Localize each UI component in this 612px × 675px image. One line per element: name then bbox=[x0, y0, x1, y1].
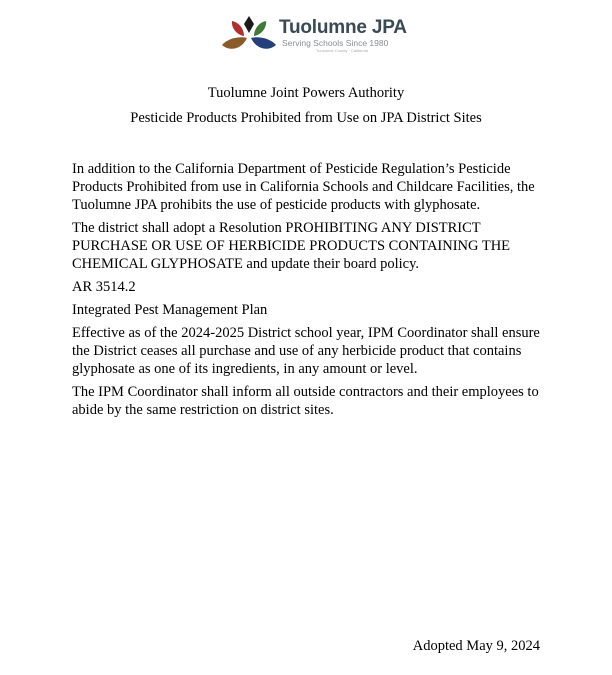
logo-subtagline: Tuolumne County · California bbox=[316, 48, 368, 53]
logo-name: Tuolumne JPA bbox=[279, 17, 407, 38]
logo-petal-red bbox=[232, 21, 244, 36]
document-title: Pesticide Products Prohibited from Use on JPA District Sites bbox=[130, 110, 482, 126]
logo-petal-blue bbox=[251, 37, 276, 49]
lotus-logo-icon bbox=[220, 14, 278, 54]
logo-petal-green bbox=[254, 21, 266, 36]
organization-heading: Tuolumne Joint Powers Authority bbox=[207, 85, 405, 101]
paragraph-contractors: The IPM Coordinator shall inform all outside contractors and their employees to abide by the same restriction on district sites. bbox=[72, 384, 539, 418]
logo-tagline: Serving Schools Since 1980 bbox=[282, 38, 389, 48]
adopted-date: Adopted May 9, 2024 bbox=[412, 638, 540, 654]
paragraph-plan-title: Integrated Pest Management Plan bbox=[72, 302, 268, 318]
logo-petal-brown bbox=[222, 37, 247, 49]
logo-petal-black bbox=[244, 16, 254, 33]
paragraph-intro: In addition to the California Department of Pesticide Regulation’s Pesticide Products Prohibited from use in California Schools and Childcare Facilities, the Tuolumne JPA prohibits the use of pesticide products with glyphosate. bbox=[72, 161, 535, 213]
paragraph-effective: Effective as of the 2024-2025 District school year, IPM Coordinator shall ensure the District ceases all purchase and use of any herbicide product that contains glyphosate as one of its ingredients, in any amount or level. bbox=[72, 325, 540, 377]
paragraph-ar-number: AR 3514.2 bbox=[72, 279, 136, 295]
document-body bbox=[72, 160, 542, 424]
organization-logo bbox=[220, 14, 407, 54]
paragraph-resolution: The district shall adopt a Resolution PROHIBITING ANY DISTRICT PURCHASE OR USE OF HERBICIDE PRODUCTS CONTAINING THE CHEMICAL GLYPHOSATE and update their board policy. bbox=[72, 220, 511, 272]
